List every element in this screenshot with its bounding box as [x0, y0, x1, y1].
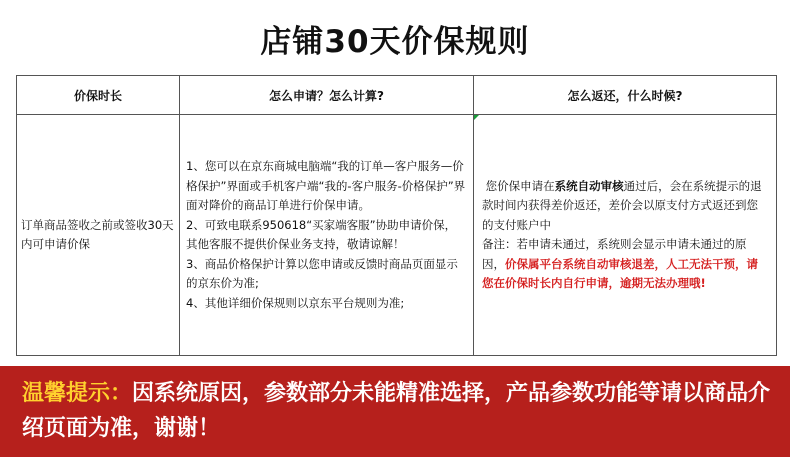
header-refund: 怎么返还，什么时候? — [474, 76, 777, 115]
cell-how-to-apply — [180, 115, 474, 356]
refund-text-before: 您价保申请在 — [485, 178, 555, 193]
refund-note-warning: 价保属平台系统自动审核退差，人工无法干预，请您在价保时长内自行申请，逾期无法办理哦! — [482, 256, 758, 290]
footer-message: 因系统原因，参数部分未能精准选择，产品参数功能等请以商品介绍页面为准，谢谢！ — [22, 381, 771, 441]
header-how-to-apply: 怎么申请？怎么计算? — [180, 76, 474, 115]
footer-banner — [0, 366, 790, 457]
refund-text-after: 通过后，会在系统提示的退款时间内获得差价返还，差价会以原支付方式返还到您的支付账户中 — [482, 178, 762, 232]
table-header-row — [17, 76, 777, 115]
duration-text: 订单商品签收之前或签收30天内可申请价保 — [21, 217, 174, 251]
apply-step-3: 3、商品价格保护计算以您申请或反馈时商品页面显示的京东价为准; — [186, 256, 458, 290]
price-protection-table — [16, 75, 777, 356]
refund-note-label: 备注：若申请未通过，系统则会显示申请未通过的原因， — [482, 237, 747, 271]
header-duration: 价保时长 — [17, 76, 180, 115]
footer-notice — [22, 376, 772, 446]
cell-duration — [17, 115, 180, 356]
apply-step-2: 2、可致电联系950618“买家端客服”协助申请价保，其他客服不提供价保业务支持，敬请谅解！ — [186, 217, 457, 251]
page-title: 店铺30天价保规则 — [260, 24, 530, 60]
apply-step-1: 1、您可以在京东商城电脑端“我的订单—客户服务—价格保护”界面或手机客户端“我的-客户服务-价格保护”界面对降价的商品订单进行价保申请。 — [186, 159, 466, 212]
apply-step-4: 4、其他详细价保规则以京东平台规则为准; — [186, 295, 405, 310]
footer-label: 温馨提示： — [22, 381, 133, 406]
cell-refund — [474, 115, 777, 356]
refund-text-bold: 系统自动审核 — [554, 178, 624, 193]
table-row — [17, 115, 777, 356]
refund-paragraph — [482, 177, 768, 236]
refund-note — [482, 235, 768, 294]
cell-corner-marker — [474, 115, 479, 120]
